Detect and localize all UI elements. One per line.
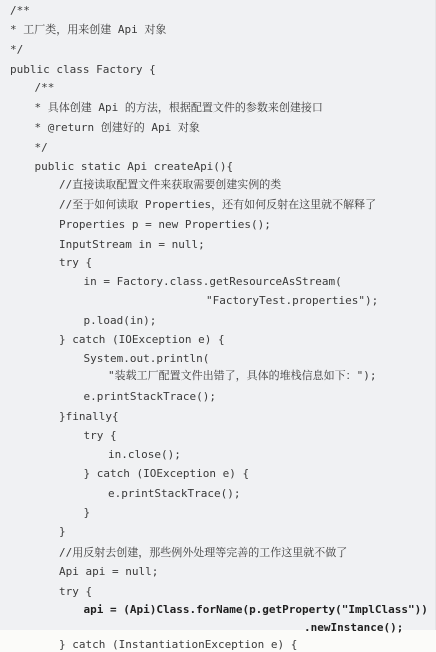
code-line: /** xyxy=(34,81,55,94)
code-line: * 工厂类，用来创建 Api 对象 xyxy=(10,23,167,36)
code-line: System.out.println( xyxy=(83,352,210,365)
code-line: } xyxy=(83,506,91,519)
code-line: */ xyxy=(10,43,24,56)
code-line: //直接读取配置文件来获取需要创建实例的类 xyxy=(59,178,282,191)
code-line: try { xyxy=(59,256,93,269)
code-line: .newInstance(); xyxy=(304,621,404,634)
code-line: in = Factory.class.getResourceAsStream( xyxy=(83,275,342,288)
code-line: */ xyxy=(34,141,48,154)
code-line: } xyxy=(59,525,66,538)
code-line: * 具体创建 Api 的方法，根据配置文件的参数来创建接口 xyxy=(34,101,323,114)
code-line: } catch (InstantiationException e) { xyxy=(59,638,298,651)
code-line: try { xyxy=(83,429,117,442)
code-line: api = (Api)Class.forName(p.getProperty("ImplClass")) xyxy=(83,603,428,616)
code-line: Properties p = new Properties(); xyxy=(59,218,271,231)
code-line: e.printStackTrace(); xyxy=(83,390,216,403)
code-line: in.close(); xyxy=(108,448,181,461)
code-line: * @return 创建好的 Api 对象 xyxy=(34,121,200,134)
code-line: InputStream in = null; xyxy=(59,238,205,251)
code-line: } catch (IOException e) { xyxy=(83,467,250,480)
code-line: }finally{ xyxy=(59,410,119,423)
code-line: Api api = null; xyxy=(59,565,159,578)
code-line: p.load(in); xyxy=(83,314,157,327)
code-line: "FactoryTest.properties"); xyxy=(206,294,379,307)
code-line: //用反射去创建，那些例外处理等完善的工作这里就不做了 xyxy=(59,546,348,559)
code-line: e.printStackTrace(); xyxy=(108,487,241,500)
code-line: //至于如何读取 Properties，还有如何反射在这里就不解释了 xyxy=(59,198,377,211)
code-line: } catch (IOException e) { xyxy=(59,333,225,346)
code-line: "装载工厂配置文件出错了，具体的堆栈信息如下："); xyxy=(108,369,377,382)
code-line: try { xyxy=(59,585,93,598)
code-line: public class Factory { xyxy=(10,63,156,76)
code-line: /** xyxy=(10,4,30,17)
code-line: public static Api createApi(){ xyxy=(34,160,234,173)
